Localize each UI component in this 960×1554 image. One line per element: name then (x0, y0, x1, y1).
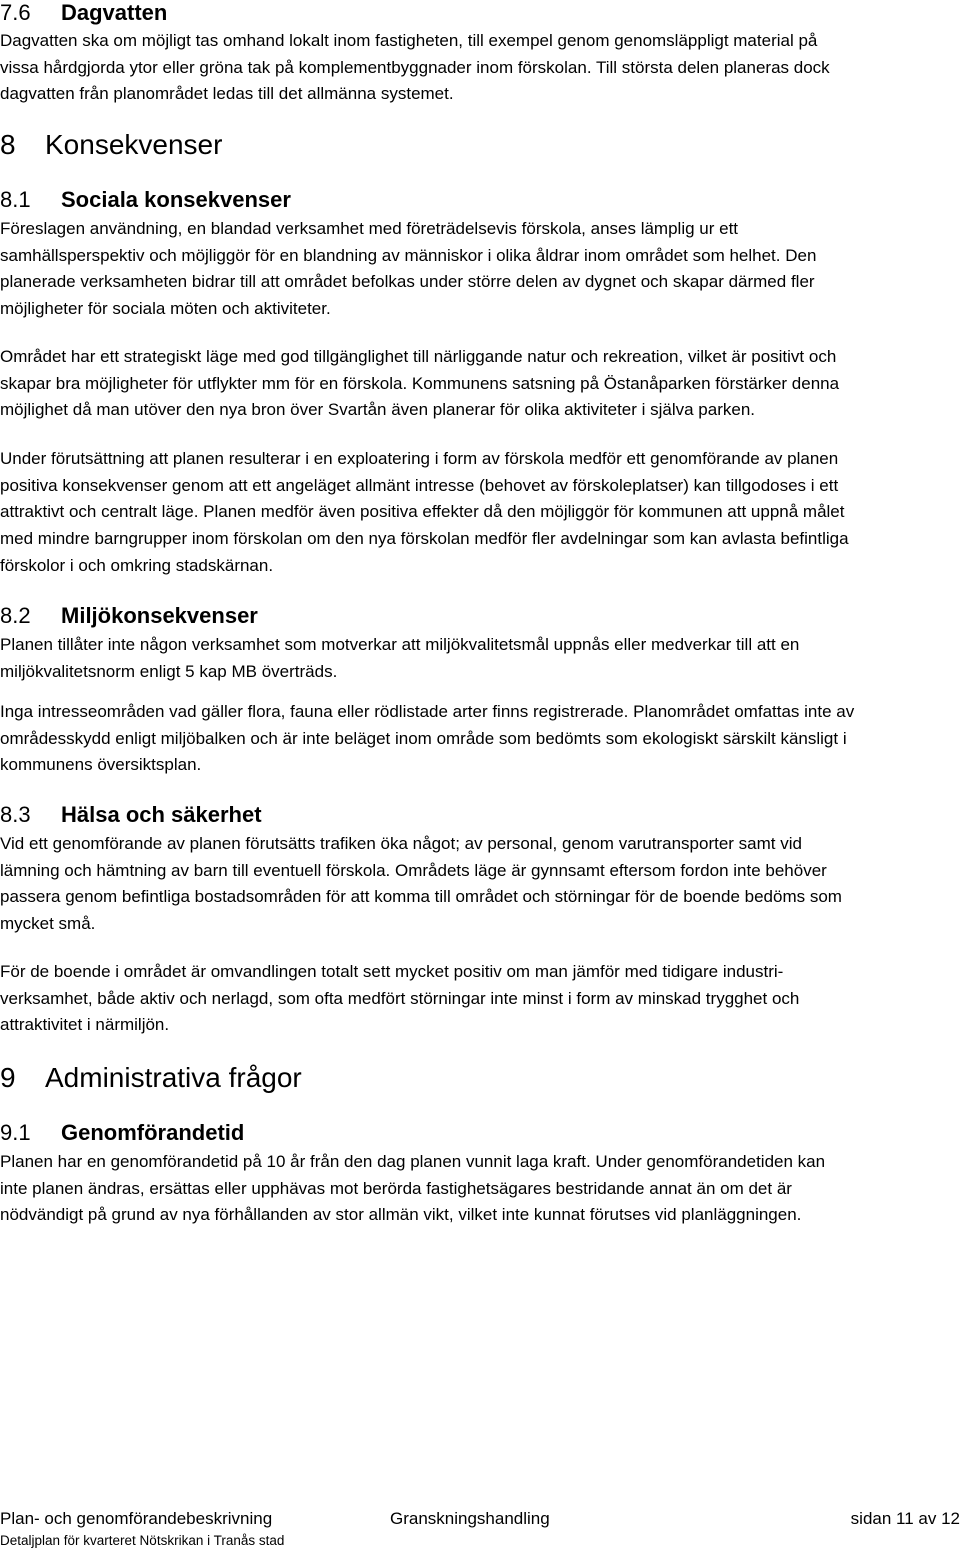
footer-left: Plan- och genomförandebeskrivning (0, 1509, 273, 1528)
section-number: 9.1 (0, 1120, 31, 1145)
text-line: Planen har en genomförandetid på 10 år från den dag planen vunnit laga kraft. Under genomförandetiden kan (0, 1152, 826, 1171)
text-line: möjlighet då man utöver den nya bron över Svartån även planerar för olika aktiviteter i själva parken. (0, 400, 756, 420)
section-heading-7-6 (0, 0, 167, 26)
text-line: Dagvatten ska om möjligt tas omhand lokalt inom fastigheten, till exempel genom genomsläppligt material på (0, 31, 818, 50)
text-line: planerade verksamheten bidrar till att området befolkas under större delen av dygnet och skapar därmed fler (0, 272, 815, 292)
text-line: dagvatten från planområdet ledas till det allmänna systemet. (0, 84, 454, 104)
text-line: positiva konsekvenser genom att ett angeläget allmänt intresse (behovet av förskoleplatser) kan tillgodoses i ett (0, 475, 839, 495)
text-line: Under förutsättning att planen resulterar i en exploatering i form av förskola medför ett genomförande av planen (0, 449, 839, 468)
paragraph-halsa-1 (0, 831, 842, 938)
paragraph-miljo-2 (0, 699, 854, 779)
text-line: verksamhet, både aktiv och nerlagd, som ofta medfört störningar inte minst i form av minskad trygghet och (0, 988, 800, 1008)
section-title: Dagvatten (61, 0, 168, 25)
text-line: kommunens översiktsplan. (0, 755, 202, 775)
text-line: Planen tillåter inte någon verksamhet som motverkar att miljökvalitetsmål uppnås eller medverkar till att en (0, 635, 800, 654)
section-title: Miljökonsekvenser (61, 603, 258, 628)
text-line: samhällsperspektiv och möjliggör för en blandning av människor i olika åldrar inom området som helhet. Den (0, 245, 817, 265)
section-number: 7.6 (0, 0, 31, 25)
text-line: mycket små. (0, 914, 96, 934)
section-number: 8.3 (0, 802, 31, 827)
text-line: förskolor i och omkring stadskärnan. (0, 555, 274, 575)
paragraph-sociala-1 (0, 216, 816, 323)
text-line: Området har ett strategiskt läge med god tillgänglighet till närliggande natur och rekreation, vilket är positivt och (0, 347, 837, 366)
text-line: skapar bra möjligheter för utflykter mm för en förskola. Kommunens satsning på Östanåparken förstärker denna (0, 373, 840, 393)
paragraph-sociala-3 (0, 446, 849, 580)
section-heading-8-3 (0, 802, 262, 828)
footer-page-number: sidan 11 av 12 (850, 1509, 960, 1528)
section-heading-8-2 (0, 603, 258, 629)
paragraph-dagvatten (0, 28, 830, 108)
paragraph-sociala-2 (0, 344, 839, 424)
text-line: inte planen ändras, ersättas eller upphävas mot berörda fastighetsägares bestridande annat än om det är (0, 1178, 792, 1198)
paragraph-halsa-2 (0, 959, 799, 1039)
chapter-number: 9 (0, 1062, 16, 1093)
text-line: möjligheter för sociala möten och aktiviteter. (0, 299, 331, 319)
section-title: Sociala konsekvenser (61, 187, 291, 212)
section-heading-9-1 (0, 1120, 244, 1146)
text-line: nödvändigt på grund av nya förhållanden av stor allmän vikt, vilket inte kunnat förutses vid planläggningen. (0, 1205, 802, 1225)
chapter-number: 8 (0, 129, 16, 160)
text-line: attraktivitet i närmiljön. (0, 1015, 170, 1035)
chapter-heading-9 (0, 1062, 302, 1094)
paragraph-miljo-1 (0, 632, 799, 685)
section-number: 8.1 (0, 187, 31, 212)
footer-subtitle: Detaljplan för kvarteret Nötskrikan i Tranås stad (0, 1533, 285, 1548)
section-title: Hälsa och säkerhet (61, 802, 262, 827)
section-number: 8.2 (0, 603, 31, 628)
footer-center: Granskningshandling (390, 1509, 550, 1528)
text-line: Inga intresseområden vad gäller flora, fauna eller rödlistade arter finns registrerade. Planområdet omfattas inte av (0, 702, 855, 721)
paragraph-genomforandetid (0, 1149, 825, 1229)
text-line: miljökvalitetsnorm enligt 5 kap MB överträds. (0, 661, 338, 681)
text-line: Föreslagen användning, en blandad verksamhet med företrädelsevis förskola, anses lämplig ur ett (0, 219, 739, 238)
text-line: Vid ett genomförande av planen förutsätts trafiken öka något; av personal, genom varutransporter samt vid (0, 834, 802, 853)
chapter-heading-8 (0, 129, 222, 161)
text-line: vissa hårdgjorda ytor eller gröna tak på komplementbyggnader inom förskolan. Till största delen planeras dock (0, 57, 830, 77)
text-line: attraktivt och centralt läge. Planen medför även positiva effekter då den möjliggör för kommunen att uppnå målet (0, 502, 845, 522)
text-line: passera genom befintliga bostadsområden för att komma till området och störningar för de boende bedöms som (0, 887, 842, 907)
text-line: områdesskydd enligt miljöbalken och är inte beläget inom område som bedömts som ekologiskt särskilt känsligt i (0, 728, 847, 748)
chapter-title: Konsekvenser (45, 129, 223, 160)
text-line: lämning och hämtning av barn till eventuell förskola. Områdets läge är gynnsamt eftersom fordon inte behöver (0, 860, 827, 880)
section-heading-8-1 (0, 187, 291, 213)
text-line: För de boende i området är omvandlingen totalt sett mycket positiv om man jämför med tidigare industri- (0, 962, 784, 981)
text-line: med mindre barngrupper inom förskolan om den nya förskolan medför fler avdelningar som kan avlasta befintliga (0, 529, 849, 549)
chapter-title: Administrativa frågor (45, 1062, 302, 1093)
section-title: Genomförandetid (61, 1120, 245, 1145)
